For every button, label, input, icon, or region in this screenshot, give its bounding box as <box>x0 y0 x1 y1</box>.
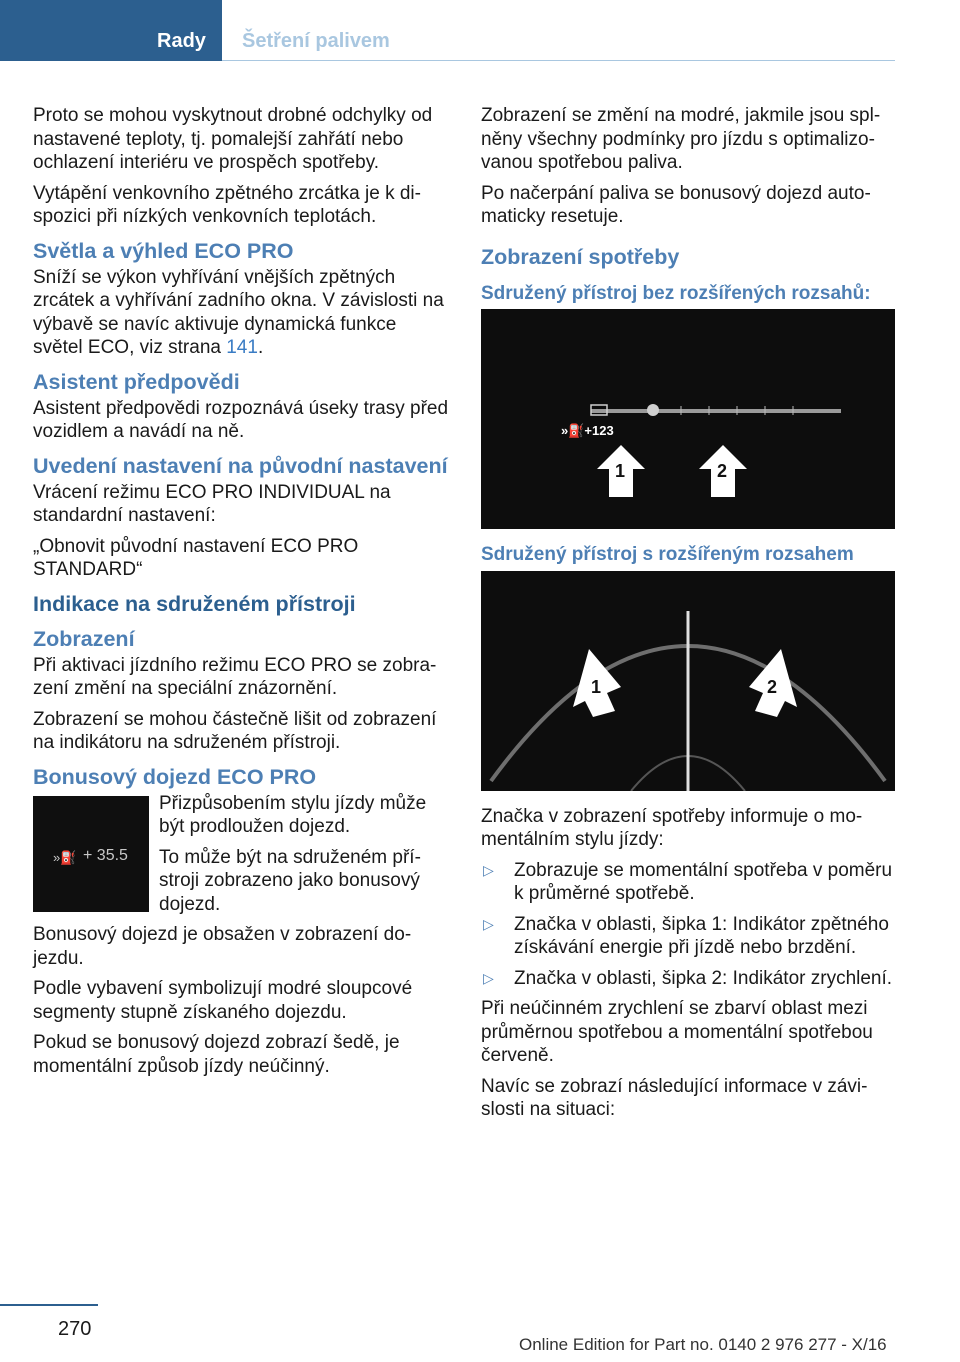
cluster-basic-image <box>481 309 895 529</box>
cluster-extended-image <box>481 571 895 791</box>
paragraph: „Obnovit původní nastavení ECO PRO STANDARD“ <box>33 535 359 580</box>
paragraph: Vytápění venkovního zpětného zrcátka je k dispozici při nízkých venkovních teplotách. <box>33 182 421 227</box>
list-item-text: Značka v oblasti, šipka 1: Indikátor zpětného získávání energie při jízdě nebo brzdění. <box>514 913 889 958</box>
heading-lights-eco-pro: Světla a výhled ECO PRO <box>33 238 294 263</box>
paragraph-lights-end: . <box>257 337 264 358</box>
heading-assistant: Asistent předpovědi <box>33 369 240 394</box>
left-column <box>33 104 449 1085</box>
list-item <box>481 859 897 906</box>
consumption-bar <box>591 409 841 413</box>
arrow-2-label: 2 <box>717 461 728 481</box>
bonus-text <box>159 792 449 917</box>
paragraph: Asistent předpovědi rozpoznává úseky trasy před vozidlem a navádí na ně. <box>33 397 449 442</box>
heading-consumption-display: Zobrazení spotřeby <box>481 244 680 269</box>
paragraph: Bonusový dojezd je obsažen v zobrazení dojezdu. <box>33 924 412 969</box>
paragraph: Podle vybavení symbolizují modré sloupcové segmenty stupně získaného dojezdu. <box>33 978 413 1023</box>
paragraph: Přizpůsobením stylu jízdy může být prodloužen dojezd. <box>159 792 427 837</box>
bonus-range-image <box>33 796 149 912</box>
bonus-range-readout: »⛽+123 <box>561 423 614 438</box>
heading-bonus-range: Bonusový dojezd ECO PRO <box>33 764 317 789</box>
arrow-1-label: 1 <box>591 676 602 697</box>
paragraph: Při aktivaci jízdního režimu ECO PRO se zobrazení změní na speciální znázornění. <box>33 654 437 699</box>
drop-icon <box>647 404 659 416</box>
subheading-basic-cluster: Sdružený přístroj bez rozšířených rozsahů: <box>481 282 871 304</box>
heading-display: Zobrazení <box>33 626 135 651</box>
paragraph: Při neúčinném zrychlení se zbarví oblast mezi průměrnou spotřebou a momentální spotřebou červeně. <box>481 998 873 1066</box>
paragraph: To může být na sdruženém přístroji zobrazeno jako bonusový dojezd. <box>159 846 421 915</box>
page-link-141[interactable]: 141 <box>226 337 258 358</box>
fuel-pump-icon: »⛽ <box>53 849 77 865</box>
paragraph: Pokud se bonusový dojezd zobrazí šedě, je momentální způsob jízdy neúčinný. <box>33 1032 400 1077</box>
paragraph: Zobrazení se mohou částečně lišit od zobrazení na indikátoru na sdruženém přístroji. <box>33 708 437 753</box>
right-column <box>481 104 897 1129</box>
paragraph: Navíc se zobrazí následující informace v závislosti na situaci: <box>481 1075 868 1120</box>
cluster-basic-graphic <box>481 309 895 529</box>
header-rule <box>222 60 895 61</box>
footer-rule <box>0 1304 98 1306</box>
paragraph: Vrácení režimu ECO PRO INDIVIDUAL na standardní nastavení: <box>33 481 391 526</box>
paragraph: Zobrazení se změní na modré, jakmile jsou splněny všechny podmínky pro jízdu s optimalizovanou spotřebou paliva. <box>481 105 881 173</box>
paragraph: Značka v zobrazení spotřeby informuje o momentálním stylu jízdy: <box>481 805 863 850</box>
triangle-bullet-icon: ▷ <box>483 915 494 932</box>
list-item-text: Zobrazuje se momentální spotřeba v poměru k průměrné spotřebě. <box>514 859 893 904</box>
triangle-bullet-icon: ▷ <box>483 861 494 878</box>
paragraph: Proto se mohou vyskytnout drobné odchylky od nastavené teploty, tj. pomalejší zahřátí nebo ochlazení interiéru ve prospěch spotřeby. <box>33 105 433 173</box>
header-tab-rady[interactable]: Rady <box>157 30 206 52</box>
arrow-2-label: 2 <box>767 676 778 697</box>
list-item <box>481 913 897 960</box>
triangle-bullet-icon: ▷ <box>483 969 494 986</box>
arrow-1-label: 1 <box>615 461 626 481</box>
paragraph-lights <box>33 266 449 360</box>
subheading-extended-cluster: Sdružený přístroj s rozšířeným rozsahem <box>481 544 854 565</box>
cluster-extended-graphic <box>481 571 895 791</box>
footer-edition: Online Edition for Part no. 0140 2 976 277 - X/16 <box>519 1335 887 1354</box>
heading-reset: Uvedení nastavení na původní nastavení <box>33 453 448 478</box>
paragraph: Po načerpání paliva se bonusový dojezd automaticky resetuje. <box>481 182 871 227</box>
list-item-text: Značka v oblasti, šipka 2: Indikátor zrychlení. <box>514 967 893 989</box>
header-tab-setreni-palivem[interactable]: Šetření palivem <box>242 30 390 52</box>
bonus-block <box>33 792 449 917</box>
bonus-range-value: + 35.5 <box>83 846 128 864</box>
list-item <box>481 967 897 991</box>
heading-cluster-indication: Indikace na sdruženém přístroji <box>33 591 356 616</box>
page-number: 270 <box>58 1318 92 1340</box>
paragraph-lights-text: Sníží se výkon vyhřívání vnějších zpětných zrcátek a vyhřívání zadního okna. V závislosti na výbavě se navíc aktivuje dynamická funkce světel ECO, viz strana <box>33 266 444 358</box>
